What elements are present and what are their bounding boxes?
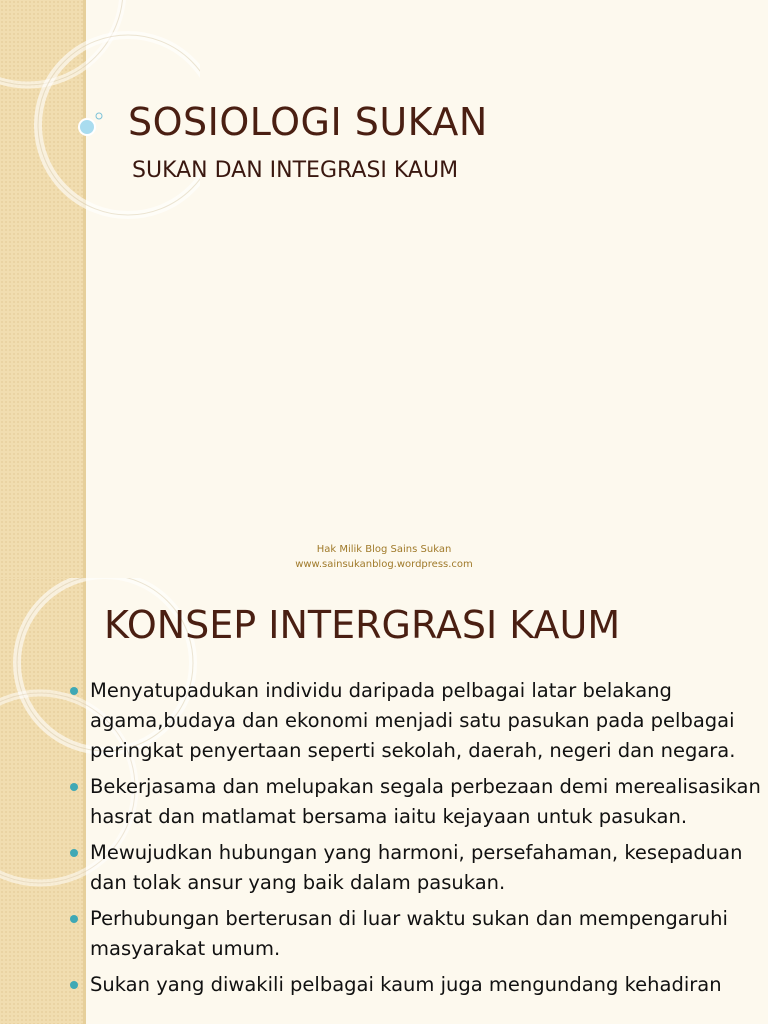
decorative-rings-graphic xyxy=(0,0,200,578)
bullet-icon xyxy=(70,783,78,791)
bullet-text: Sukan yang diwakili pelbagai kaum juga mengundang kehadiran xyxy=(90,973,722,996)
slide-title: KONSEP INTERGRASI KAUM xyxy=(104,603,621,647)
bullet-icon xyxy=(70,687,78,695)
slide-subtitle: SUKAN DAN INTEGRASI KAUM xyxy=(132,158,459,183)
footer-url: www.sainsukanblog.wordpress.com xyxy=(295,559,473,570)
bullet-text: Perhubungan berterusan di luar waktu sukan dan mempengaruhi masyarakat umum. xyxy=(90,907,728,960)
bullet-item xyxy=(66,676,766,766)
bullet-item xyxy=(66,772,766,832)
bullet-icon xyxy=(70,849,78,857)
footer-copyright: Hak Milik Blog Sains Sukan xyxy=(316,544,452,555)
slide-title: SOSIOLOGI SUKAN xyxy=(128,100,488,144)
bullet-icon xyxy=(70,915,78,923)
bullet-text: Bekerjasama dan melupakan segala perbezaan demi merealisasikan hasrat dan matlamat bersama iaitu kejayaan untuk pasukan. xyxy=(90,775,761,828)
bullet-item xyxy=(66,970,766,1000)
bullet-list xyxy=(66,676,766,1006)
bullet-icon xyxy=(70,981,78,989)
bullet-text: Menyatupadukan individu daripada pelbagai latar belakang agama,budaya dan ekonomi menjadi satu pasukan pada pelbagai peringkat penyertaan seperti sekolah, daerah, negeri dan negara. xyxy=(90,679,736,762)
bullet-item xyxy=(66,904,766,964)
bullet-item xyxy=(66,838,766,898)
bullet-text: Mewujudkan hubungan yang harmoni, persefahaman, kesepaduan dan tolak ansur yang baik dalam pasukan. xyxy=(90,841,743,894)
